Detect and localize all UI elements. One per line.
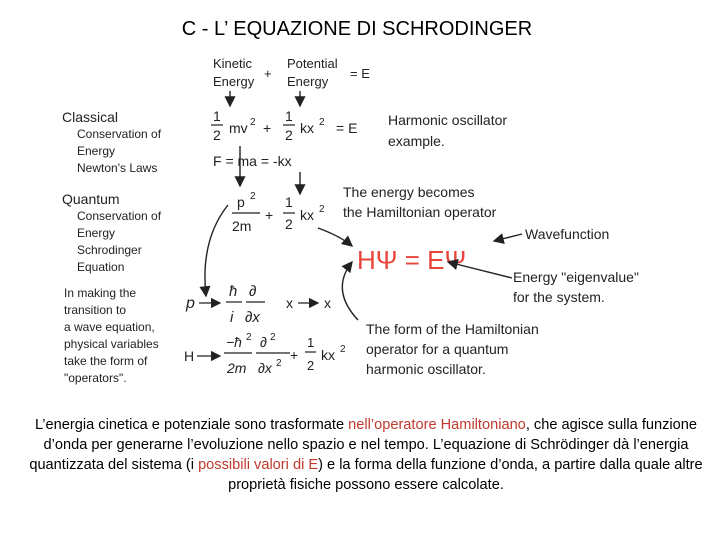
svg-text:the Hamiltonian operator: the Hamiltonian operator: [343, 204, 497, 220]
svg-text:2: 2: [285, 216, 293, 232]
svg-text:= E: = E: [336, 120, 358, 136]
page-title: C - L’ EQUAZIONE DI SCHRODINGER: [181, 18, 533, 40]
svg-text:Harmonic oscillator: Harmonic oscillator: [388, 112, 508, 128]
svg-text:Energy: Energy: [287, 74, 329, 89]
hamiltonian-operator: [184, 332, 346, 376]
svg-text:p: p: [186, 295, 195, 312]
svg-text:a wave equation,: a wave equation,: [64, 320, 155, 334]
classical-energy-equation: [211, 108, 357, 143]
svg-text:∂: ∂: [260, 334, 267, 350]
svg-text:"operators".: "operators".: [64, 371, 127, 385]
svg-text:x: x: [324, 295, 331, 311]
svg-text:operator for a quantum: operator for a quantum: [366, 341, 509, 357]
svg-text:Equation: Equation: [77, 260, 125, 274]
svg-text:∂x: ∂x: [258, 360, 272, 376]
svg-text:1: 1: [307, 335, 315, 350]
svg-text:kx: kx: [321, 347, 335, 363]
svg-text:2: 2: [340, 344, 346, 355]
svg-text:1: 1: [213, 108, 221, 124]
highlight-eigenvalues: possibili valori di E: [198, 457, 319, 473]
transition-note: [64, 286, 159, 385]
svg-text:Energy: Energy: [77, 226, 116, 240]
svg-text:kx: kx: [300, 120, 314, 136]
svg-text:2m: 2m: [227, 360, 247, 376]
svg-text:Classical: Classical: [62, 109, 119, 125]
svg-text:H: H: [184, 348, 195, 364]
svg-text:2: 2: [213, 127, 221, 143]
svg-text:Energy: Energy: [77, 144, 116, 158]
svg-text:2: 2: [319, 117, 325, 128]
svg-text:Energy "eigenvalue": Energy "eigenvalue": [513, 269, 639, 285]
quantum-energy-equation: [232, 191, 325, 234]
form-note: [366, 321, 539, 377]
svg-text:harmonic oscillator.: harmonic oscillator.: [366, 361, 486, 377]
kinetic-label: Kinetic: [213, 56, 253, 71]
schrodinger-equation: HΨ = EΨ: [357, 245, 467, 275]
svg-text:In making the: In making the: [64, 286, 137, 300]
svg-text:∂: ∂: [249, 283, 257, 300]
highlight-hamiltonian: nell’operatore Hamiltoniano: [348, 417, 526, 433]
svg-text:physical variables: physical variables: [64, 337, 159, 351]
classical-block: [62, 109, 162, 175]
svg-text:2: 2: [250, 117, 256, 128]
hamiltonian-note: [343, 184, 497, 220]
wavefunction-label: Wavefunction: [525, 226, 610, 242]
svg-text:2m: 2m: [232, 218, 252, 234]
svg-text:The form of the Hamiltonian: The form of the Hamiltonian: [366, 321, 539, 337]
svg-text:Schrodinger: Schrodinger: [77, 243, 142, 257]
svg-text:2: 2: [307, 358, 315, 373]
svg-text:Newton's Laws: Newton's Laws: [77, 161, 158, 175]
svg-text:1: 1: [285, 108, 293, 124]
svg-text:= E: = E: [350, 66, 370, 81]
newton-equation: F = ma = -kx: [213, 153, 292, 169]
momentum-operator: [185, 283, 331, 326]
caption-paragraph: L’energia cinetica e potenziale sono trasformate nell’operatore Hamiltoniano, che agisce sulla funzione d’onda per generarne l’evoluzione nello spazio e nel tempo. L’equazione di Schrödinger dà l’energia quantizzata del sistema (i possibili valori di E) e la forma della funzione d’onda, a partire dalla quale altre proprietà fisiche possono essere calcolate.: [29, 417, 703, 493]
svg-text:2: 2: [319, 204, 325, 215]
svg-text:transition to: transition to: [64, 303, 127, 317]
eigenvalue-note: [513, 269, 639, 305]
svg-text:Quantum: Quantum: [62, 191, 120, 207]
harmonic-note: [388, 112, 507, 149]
svg-text:The energy becomes: The energy becomes: [343, 184, 475, 200]
potential-label: Potential: [287, 56, 338, 71]
svg-text:2: 2: [270, 332, 276, 343]
svg-text:+: +: [264, 66, 272, 81]
svg-text:2: 2: [276, 358, 282, 369]
svg-text:−ħ: −ħ: [226, 334, 242, 350]
svg-text:2: 2: [285, 127, 293, 143]
svg-text:kx: kx: [300, 207, 314, 223]
svg-text:+: +: [265, 207, 274, 223]
svg-text:example.: example.: [388, 133, 445, 149]
svg-text:take the form of: take the form of: [64, 354, 148, 368]
svg-text:2: 2: [250, 191, 256, 202]
svg-text:+: +: [290, 347, 299, 363]
svg-text:∂x: ∂x: [245, 309, 260, 326]
svg-text:+: +: [263, 120, 272, 136]
svg-text:for the system.: for the system.: [513, 289, 605, 305]
svg-text:p: p: [237, 194, 245, 210]
svg-text:Conservation of: Conservation of: [77, 127, 162, 141]
svg-text:Energy: Energy: [213, 74, 255, 89]
svg-text:x: x: [286, 295, 293, 311]
svg-text:1: 1: [285, 194, 293, 210]
svg-text:2: 2: [246, 332, 252, 343]
svg-text:mv: mv: [229, 120, 248, 136]
svg-text:ħ: ħ: [229, 283, 238, 300]
svg-text:Conservation of: Conservation of: [77, 209, 162, 223]
svg-text:i: i: [230, 309, 234, 326]
quantum-block: [62, 191, 162, 274]
